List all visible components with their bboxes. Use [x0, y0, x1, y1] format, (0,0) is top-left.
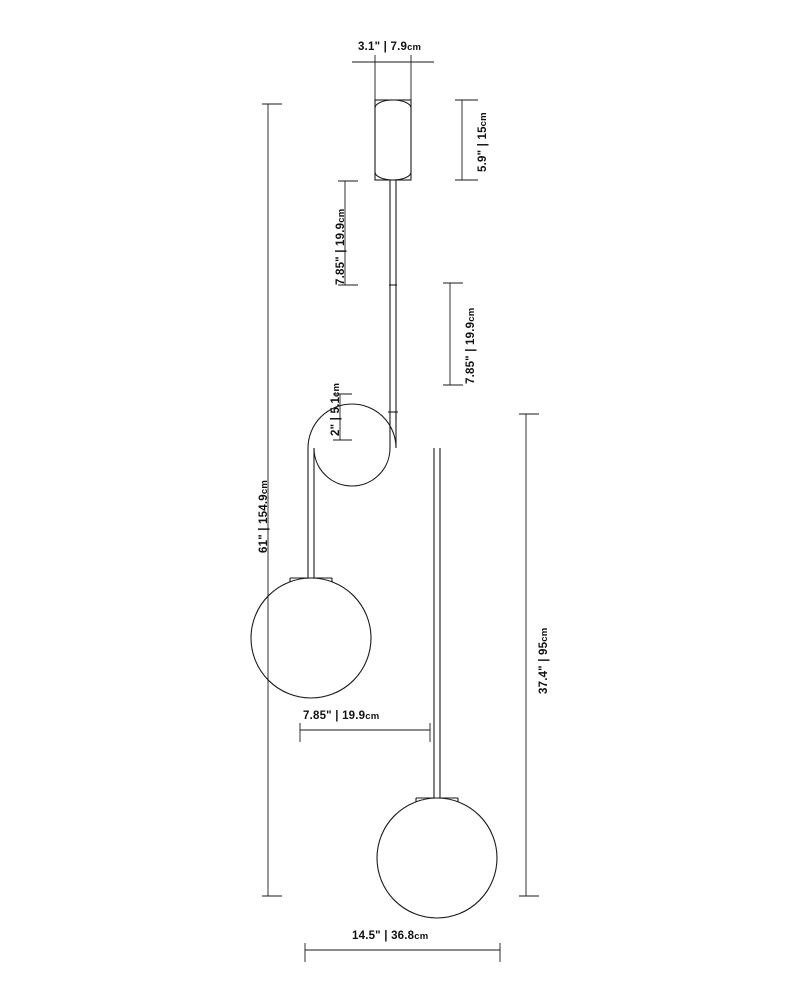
lower-globe [377, 798, 497, 918]
dimline-body-height [519, 414, 539, 896]
upper-globe [251, 578, 371, 698]
stem-rod [389, 180, 397, 412]
dim-upper-rod-label: 7.85" | 19.9cm [335, 208, 347, 285]
dimline-overall-width [305, 943, 500, 962]
dim-lower-rod-label: 7.85" | 19.9cm [465, 307, 477, 384]
dim-overall-width-label: 14.5" | 36.8cm [352, 930, 429, 942]
dimline-canopy-height [455, 100, 478, 180]
dim-overall-height-label: 61" | 154.9cm [258, 480, 270, 553]
dim-canopy-height-label: 5.9" | 15cm [477, 112, 489, 172]
dimline-canopy-width [352, 55, 434, 100]
dim-body-height-label: 37.4" | 95cm [538, 627, 550, 694]
canopy-shape [375, 100, 411, 180]
dimline-lower-rod [443, 283, 463, 385]
dim-loop-offset-label: 2" | 5.1cm [330, 382, 342, 436]
dim-canopy-width-label: 3.1" | 7.9cm [358, 41, 422, 53]
dimline-globe-diameter [300, 723, 430, 742]
dim-globe-diameter-label: 7.85" | 19.9cm [303, 710, 380, 722]
